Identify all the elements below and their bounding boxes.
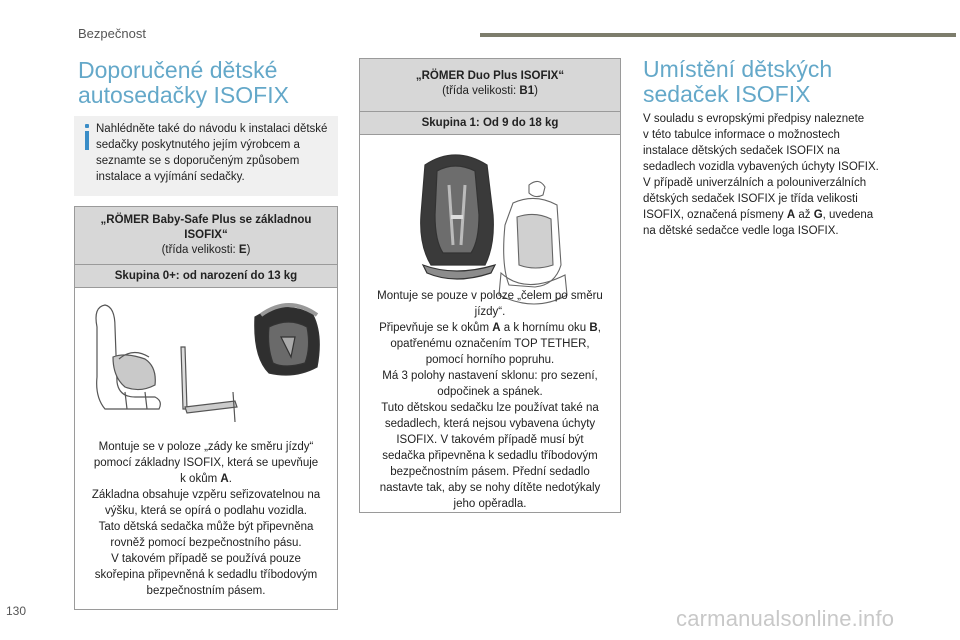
seat-group: Skupina 0+: od narození do 13 kg: [75, 264, 337, 288]
isofix-placement-text: V souladu s evropskými předpisy naleznete v této tabulce informace o možnostech instalace dětských sedaček ISOFIX na sedadlech vozidla vybavených úchyty ISOFIX. V případě univerzálních a polouniverzálních dětských sedaček ISOFIX je třída velikosti ISOFIX, označená písmeny A až G, uvedena na dětské sedačce vedle loga ISOFIX.: [643, 113, 879, 237]
seat-group: Skupina 1: Od 9 do 18 kg: [360, 111, 620, 135]
left-heading-line-2: autosedačky ISOFIX: [78, 82, 289, 108]
header-rule: [480, 33, 956, 37]
seat-description: Montuje se v poloze „zády ke směru jízdy“ pomocí základny ISOFIX, která se upevňuje k okům A. Základna obsahuje vzpěru seřizovatelnou na výšku, která se opírá o podlahu vozidla. Tato dětská sedačka může být připevněna rovněž pomocí bezpečnostního pásu. V takovém případě se používá pouze skořepina připevněná k sedadlu tříbodovým bezpečnostním pásem.: [91, 441, 321, 597]
seat-size-class: (třída velikosti: E): [161, 244, 251, 256]
section-title: Bezpečnost: [78, 26, 146, 41]
left-heading-line-1: Doporučené dětské: [78, 57, 278, 83]
seat-card-header: [360, 59, 620, 111]
watermark: carmanualsonline.info: [676, 606, 895, 631]
seat-name-line-2: ISOFIX“: [184, 229, 228, 241]
left-heading: [78, 58, 348, 108]
seat-card-header: [75, 207, 337, 264]
info-icon: [84, 124, 90, 150]
seat-size-class: (třída velikosti: B1): [442, 85, 538, 97]
seat-name-line-1: „RÖMER Baby-Safe Plus se základnou: [100, 214, 312, 226]
right-heading: [643, 57, 923, 107]
seat-card-duo-plus: [359, 58, 621, 513]
baby-seat-illustration: [85, 297, 329, 427]
seat-description: Montuje se pouze v poloze „čelem po směru jízdy“. Připevňuje se k okům A a k hornímu oku B, opatřenému označením TOP TETHER, pomocí horního popruhu. Má 3 polohy nastavení sklonu: pro sezení, odpočinek a spánek. Tuto dětskou sedačku lze používat také na sedadlech, která nejsou vybavena úchyty ISOFIX. V takovém případě musí být sedačka připevněna k sedadlu tříbodovým bezpečnostním pásem. Přední sedadlo nastavte tak, aby se nohy dítěte nedotýkaly jeho opěradla.: [377, 290, 603, 510]
page-number: 130: [6, 604, 27, 618]
seat-card-baby-safe: [74, 206, 338, 610]
info-note-text: Nahlédněte také do návodu k instalaci dětské sedačky poskytnutého jejím výrobcem a seznamte se s doporučeným způsobem instalace a vyjímání sedačky.: [96, 123, 328, 183]
right-heading-line-1: Umístění dětských: [643, 56, 833, 82]
seat-name: „RÖMER Duo Plus ISOFIX“: [415, 70, 565, 82]
info-note: [74, 116, 338, 196]
right-heading-line-2: sedaček ISOFIX: [643, 81, 811, 107]
